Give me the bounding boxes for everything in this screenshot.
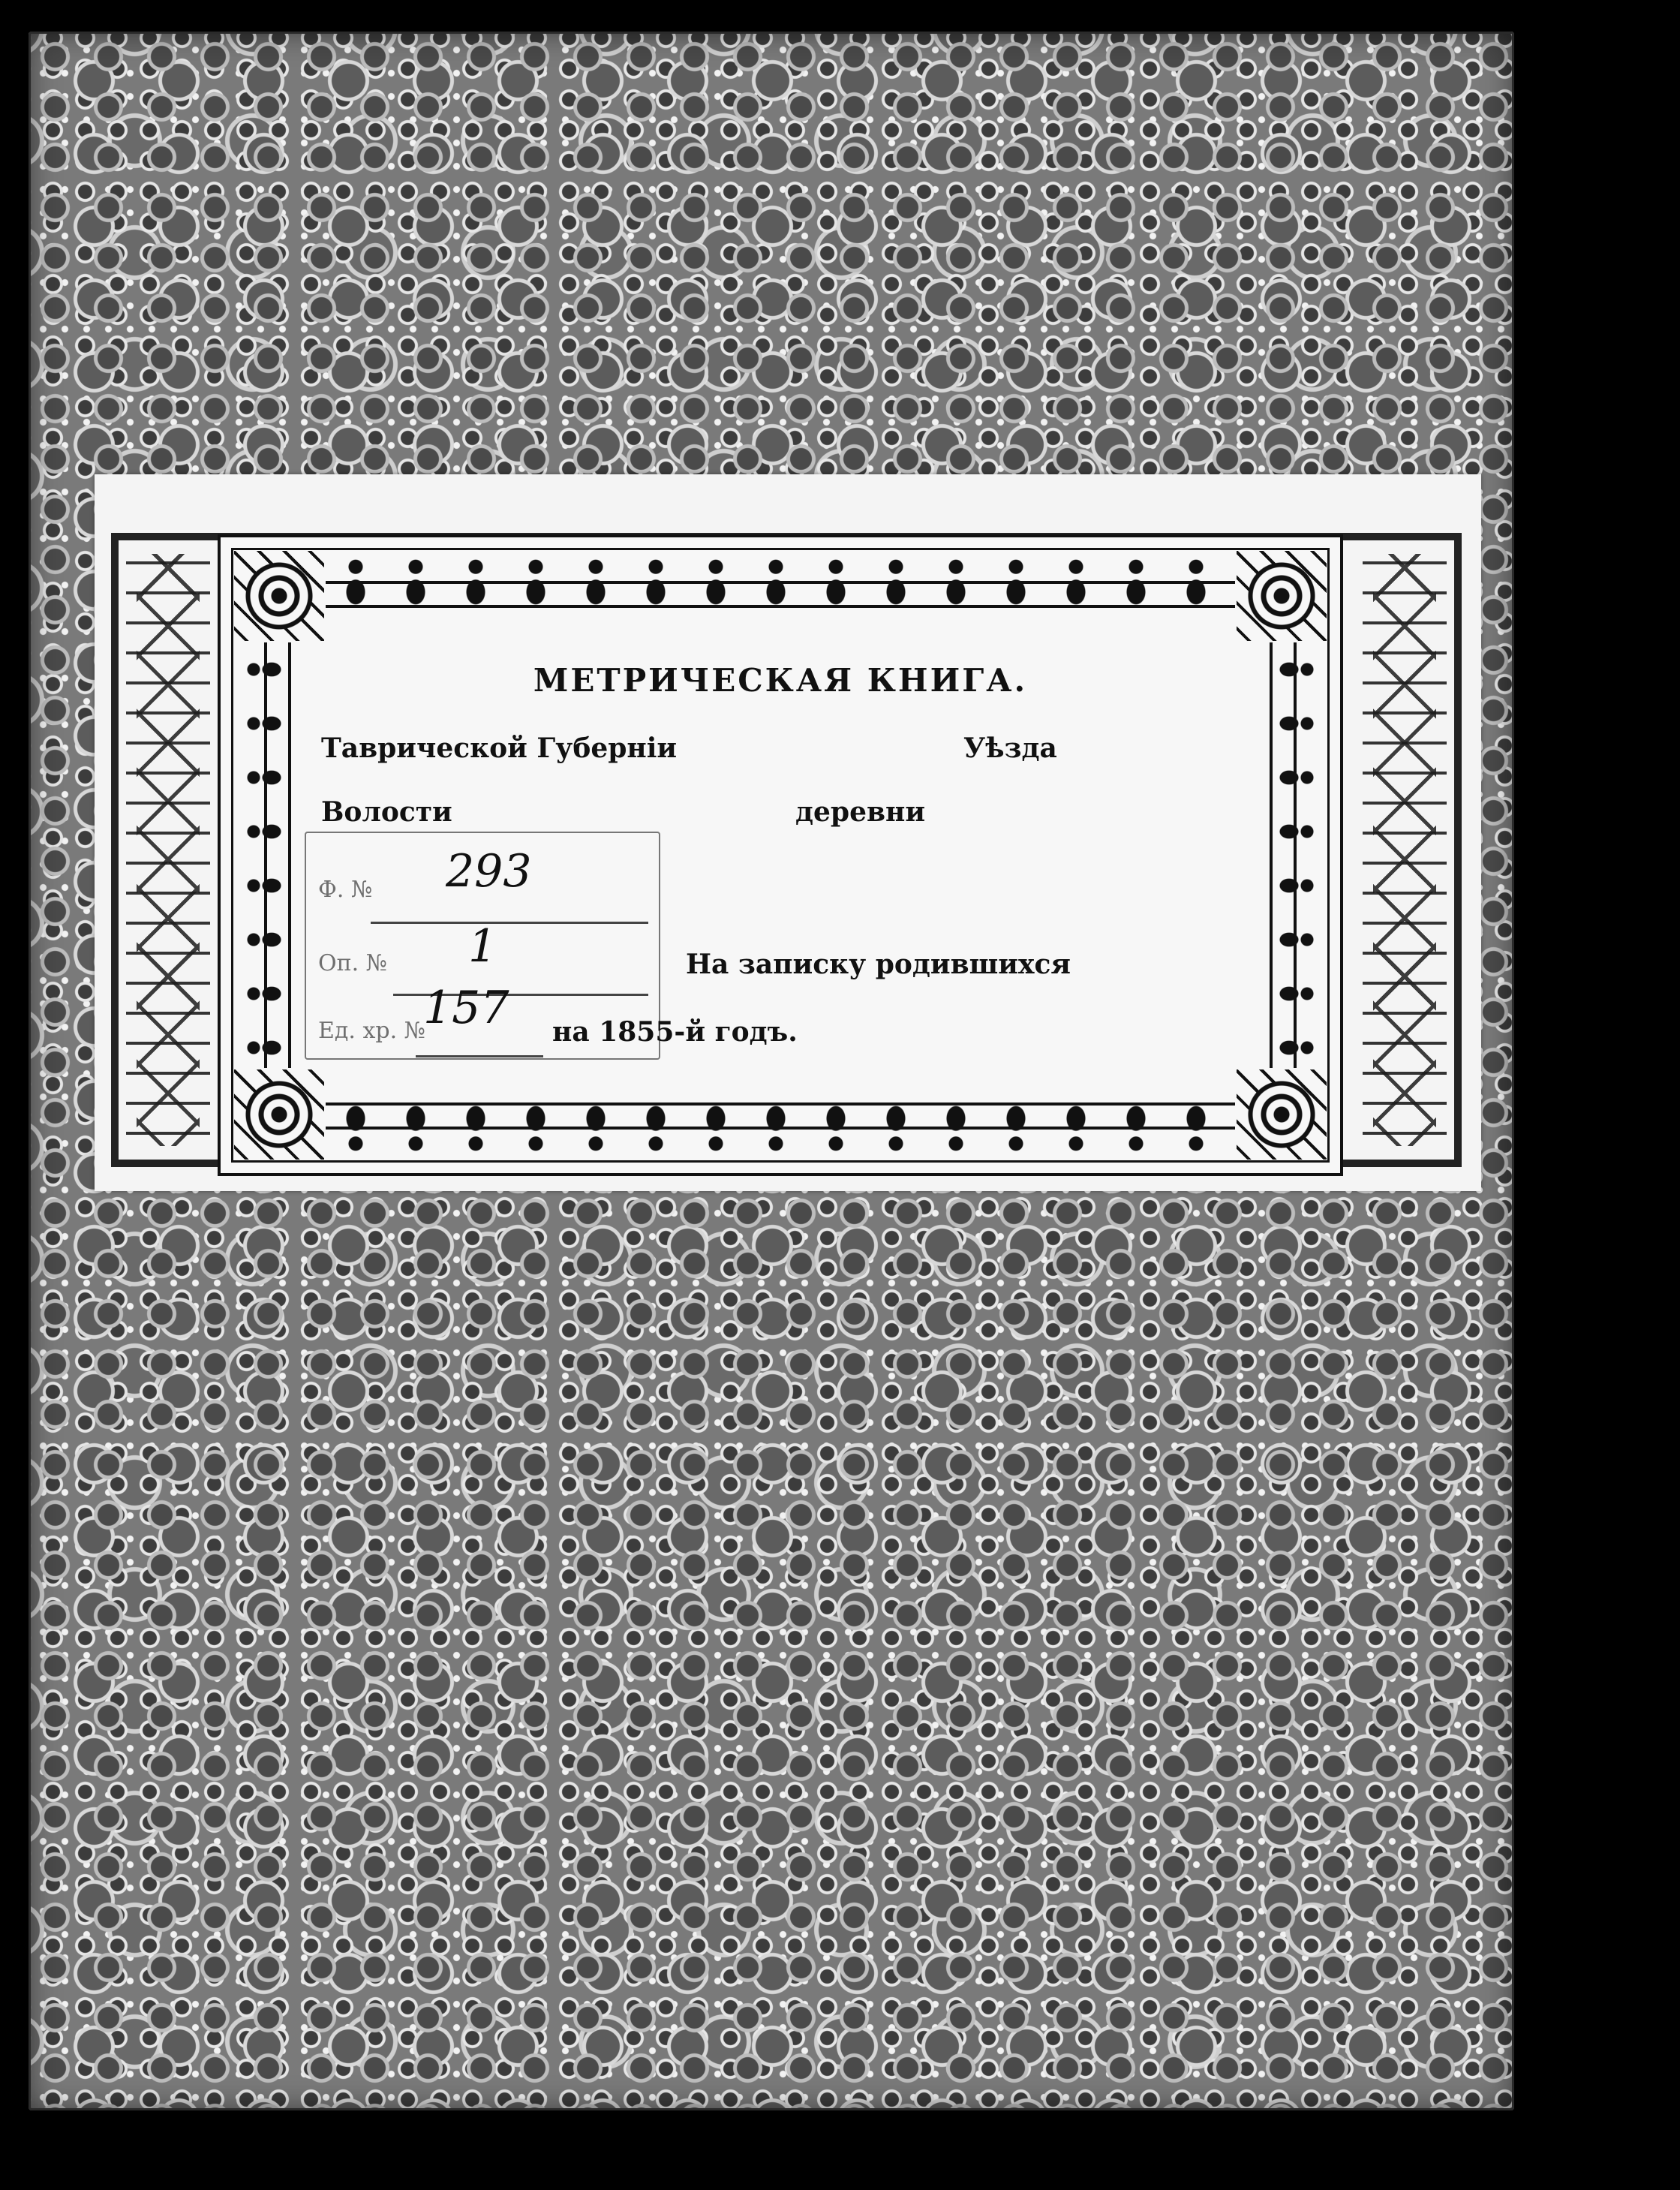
unit-label: Ед. хр. №: [318, 1018, 426, 1044]
title-label: [218, 534, 1343, 1176]
year-line: на 1855-й годъ.: [552, 1016, 798, 1048]
unit-underline: [416, 1055, 543, 1057]
opis-number: 1: [468, 920, 497, 973]
fond-label: Ф. №: [318, 877, 373, 903]
label-content: [318, 635, 1243, 1075]
corner-ornament-top-left: [234, 551, 324, 641]
subject-line: На записку родившихся: [686, 949, 1071, 980]
village-label: деревни: [795, 796, 926, 828]
opis-label: Оп. №: [318, 950, 388, 976]
unit-number: 157: [423, 982, 509, 1034]
frame-bottom-ornament: [326, 1086, 1235, 1158]
frame-top-ornament: [326, 552, 1235, 624]
right-ornament-band: [1363, 548, 1447, 1152]
province-label: Таврической Губерніи: [321, 733, 678, 764]
fond-number: 293: [446, 845, 532, 898]
fond-underline: [371, 922, 648, 924]
corner-ornament-bottom-right: [1237, 1069, 1327, 1160]
district-label: Уѣзда: [963, 733, 1057, 764]
corner-ornament-bottom-left: [234, 1069, 324, 1160]
left-ornament-band: [126, 548, 210, 1152]
book-title: МЕТРИЧЕСКАЯ КНИГА.: [533, 662, 1028, 699]
frame-left-ornament: [236, 642, 308, 1068]
corner-ornament-top-right: [1237, 551, 1327, 641]
frame-right-ornament: [1253, 642, 1325, 1068]
volost-label: Волости: [321, 796, 452, 828]
